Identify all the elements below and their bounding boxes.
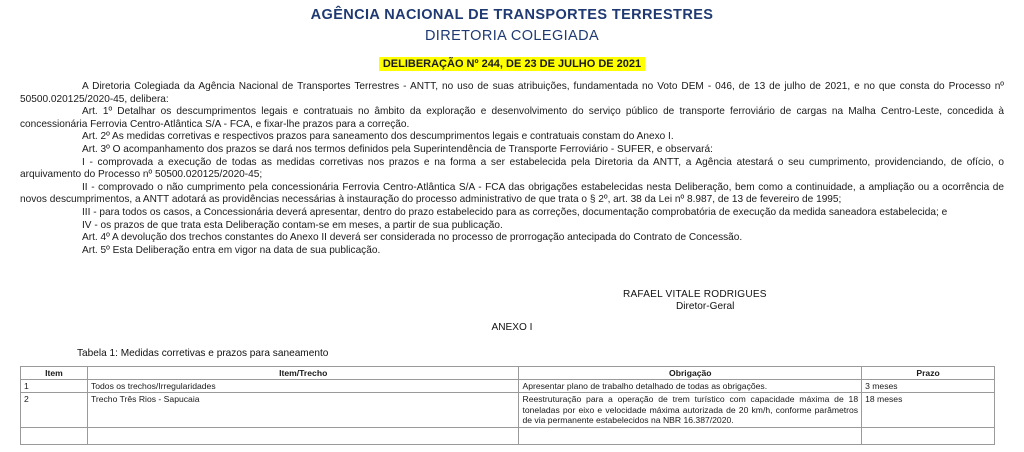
deliberation-heading: DELIBERAÇÃO Nº 244, DE 23 DE JULHO DE 2021 <box>379 57 645 71</box>
board-subtitle: DIRETORIA COLEGIADA <box>424 28 600 44</box>
cell-empty <box>87 427 519 444</box>
signatory-role: Diretor-Geral <box>676 301 735 312</box>
signatory-name: RAFAEL VITALE RODRIGUES <box>623 289 767 300</box>
preamble-paragraph: A Diretoria Colegiada da Agência Nacional de Transportes Terrestres - ANTT, no uso de suas atribuições, fundamentada no Voto DEM - 046, de 13 de julho de 2021, e no que consta do Processo nº 50500.020125/2020-45, delibera: <box>20 81 1004 105</box>
article-3: Art. 3º O acompanhamento dos prazos se dará nos termos definidos pela Superintendência de Transporte Ferroviário - SUFER, e observará: <box>82 143 713 155</box>
cell-item: 2 <box>21 393 88 427</box>
table-row <box>21 380 995 393</box>
article-1: Art. 1º Detalhar os descumprimentos legais e contratuais no âmbito da exploração e desenvolvimento do serviço público de transporte ferroviário de cargas na Malha Centro-Leste, concedida à concessionária Ferrovia Centro-Atlântica S/A - FCA, e fixar-lhe prazos para a correção. <box>20 106 1004 130</box>
annex-title: ANEXO I <box>491 322 533 333</box>
article-4: Art. 4º A devolução dos trechos constantes do Anexo II deverá ser considerada no processo de prorrogação antecipada do Contrato de Concessão. <box>82 232 743 244</box>
column-header-item: Item <box>21 367 88 380</box>
article-5: Art. 5º Esta Deliberação entra em vigor na data de sua publicação. <box>82 244 381 256</box>
cell-empty <box>862 427 995 444</box>
column-header-prazo: Prazo <box>862 367 995 380</box>
cell-obrigacao: Apresentar plano de trabalho detalhado de todas as obrigações. <box>519 380 862 393</box>
column-header-trecho: Item/Trecho <box>87 367 519 380</box>
cell-prazo: 3 meses <box>862 380 995 393</box>
cell-item: 1 <box>21 380 88 393</box>
cell-trecho: Todos os trechos/Irregularidades <box>87 380 519 393</box>
column-header-obrigacao: Obrigação <box>519 367 862 380</box>
table-row <box>21 393 995 427</box>
table-row-empty <box>21 427 995 444</box>
article-2: Art. 2º As medidas corretivas e respectivos prazos para saneamento dos descumprimentos legais e contratuais constam do Anexo I. <box>82 131 674 143</box>
article-3-item-iv: IV - os prazos de que trata esta Deliberação contam-se em meses, a partir de sua publicação. <box>82 219 503 231</box>
cell-trecho: Trecho Três Rios - Sapucaia <box>87 393 519 427</box>
cell-empty <box>21 427 88 444</box>
agency-title: AGÊNCIA NACIONAL DE TRANSPORTES TERRESTRES <box>310 7 714 23</box>
table-caption: Tabela 1: Medidas corretivas e prazos para saneamento <box>77 348 329 359</box>
table-header-row <box>21 367 995 380</box>
deliberation-body <box>20 81 1004 257</box>
article-3-item-ii: II - comprovado o não cumprimento pela concessionária Ferrovia Centro-Atlântica S/A - FCA das obrigações estabelecidas nesta Deliberação, bem como a continuidade, a ampliação ou a ocorrência de novos descumprimentos, a ANTT adotará as providências necessárias à instauração do processo administrativo de que trata o § 2º, art. 38 da Lei nº 8.987, de 13 de fevereiro de 1995; <box>20 181 1004 206</box>
article-3-item-i: I - comprovada a execução de todas as medidas corretivas nos prazos e na forma a ser estabelecida pela Diretoria da ANTT, a Agência atestará o seu cumprimento, providenciando, de ofício, o arquivamento do Processo nº 50500.020125/2020-45; <box>20 156 1004 181</box>
cell-empty <box>519 427 862 444</box>
article-3-item-iii: III - para todos os casos, a Concessionária deverá apresentar, dentro do prazo estabelecido para as correções, documentação comprobatória de execução da medida saneadora estabelecida; e <box>82 206 948 218</box>
cell-prazo: 18 meses <box>862 393 995 427</box>
measures-table <box>20 366 995 445</box>
cell-obrigacao: Reestruturação para a operação de trem turístico com capacidade máxima de 18 toneladas por eixo e velocidade máxima autorizada de 20 km/h, conforme parâmetros de via permanente estabelecidos na NBR 16.387/2020. <box>519 393 862 427</box>
deliberation-heading-wrap <box>0 54 1024 72</box>
